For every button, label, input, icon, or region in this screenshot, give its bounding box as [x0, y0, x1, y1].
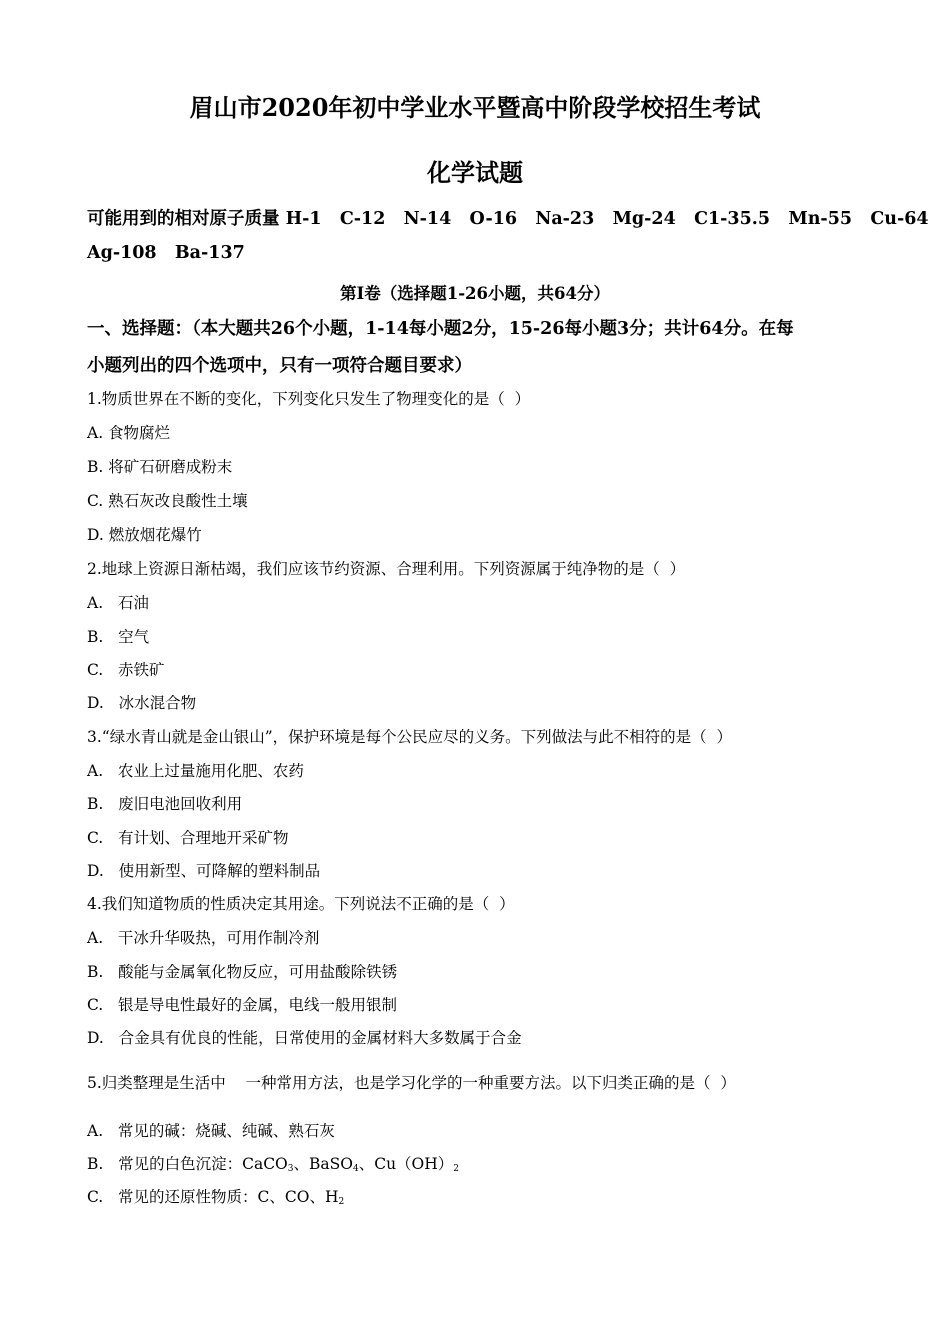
question-2-stem: 2.地球上资源日渐枯竭，我们应该节约资源、合理利用。下列资源属于纯净物的是（ ）: [87, 560, 686, 578]
question-5-option-a: A. 常见的碱：烧碱、纯碱、熟石灰: [87, 1122, 335, 1140]
q5b-sub-1: 3: [287, 1164, 294, 1174]
question-2-option-b: B. 空气: [87, 628, 150, 646]
question-4-option-d: D. 合金具有优良的性能，日常使用的金属材料大多数属于合金: [87, 1029, 522, 1047]
q5b-text-1: B. 常见的白色沉淀：CaCO: [87, 1155, 288, 1173]
question-1-option-a: A. 食物腐烂: [87, 424, 171, 442]
q5c-sub-1: 2: [338, 1197, 345, 1207]
question-4-stem: 4.我们知道物质的性质决定其用途。下列说法不正确的是（ ）: [87, 895, 515, 913]
question-1-option-c: C. 熟石灰改良酸性土壤: [87, 492, 248, 510]
question-4-option-a: A. 干冰升华吸热，可用作制冷剂: [87, 929, 320, 947]
section-heading-line-2: 小题列出的四个选项中，只有一项符合题目要求）: [87, 356, 472, 376]
q5b-text-3: 、Cu（OH）: [358, 1155, 454, 1173]
question-1-option-d: D. 燃放烟花爆竹: [87, 526, 202, 544]
question-1-option-b: B. 将矿石研磨成粉末: [87, 458, 233, 476]
question-3-stem: 3.“绿水青山就是金山银山”，保护环境是每个公民应尽的义务。下列做法与此不相符的是（ ）: [87, 728, 732, 746]
section-heading-line-1: 一、选择题：（本大题共26个小题，1-14每小题2分，15-26每小题3分；共计64分。在每: [87, 319, 794, 339]
question-2-option-d: D. 冰水混合物: [87, 694, 197, 712]
question-3-option-c: C. 有计划、合理地开采矿物: [87, 829, 289, 847]
volume-heading: 第I卷（选择题1-26小题，共64分）: [340, 284, 610, 303]
question-4-option-b: B. 酸能与金属氧化物反应，可用盐酸除铁锈: [87, 963, 398, 981]
question-2-option-a: A. 石油: [87, 594, 149, 612]
question-5-option-b: [87, 1152, 459, 1174]
question-2-option-c: C. 赤铁矿: [87, 661, 165, 679]
question-3-option-a: A. 农业上过量施用化肥、农药: [87, 762, 304, 780]
question-5-option-c: [87, 1185, 344, 1207]
question-1-stem: 1.物质世界在不断的变化，下列变化只发生了物理变化的是（ ）: [87, 390, 531, 408]
question-5-stem: 5.归类整理是生活中 一种常用方法，也是学习化学的一种重要方法。以下归类正确的是（ ）: [87, 1074, 736, 1092]
atomic-masses-line-1: 可能用到的相对原子质量 H-1 C-12 N-14 O-16 Na-23 Mg-24 C1-35.5 Mn-55 Cu-64: [87, 209, 929, 229]
page-subtitle: 化学试题: [427, 158, 523, 187]
q5b-sub-2: 4: [352, 1164, 359, 1174]
question-3-option-d: D. 使用新型、可降解的塑料制品: [87, 862, 321, 880]
q5b-sub-3: 2: [453, 1164, 460, 1174]
atomic-masses-line-2: Ag-108 Ba-137: [87, 243, 245, 263]
page-title: 眉山市2020年初中学业水平暨高中阶段学校招生考试: [189, 93, 761, 122]
question-3-option-b: B. 废旧电池回收利用: [87, 795, 243, 813]
q5b-text-2: 、BaSO: [293, 1155, 353, 1173]
q5c-text-1: C. 常见的还原性物质：C、CO、H: [87, 1188, 339, 1206]
question-4-option-c: C. 银是导电性最好的金属，电线一般用银制: [87, 996, 398, 1014]
